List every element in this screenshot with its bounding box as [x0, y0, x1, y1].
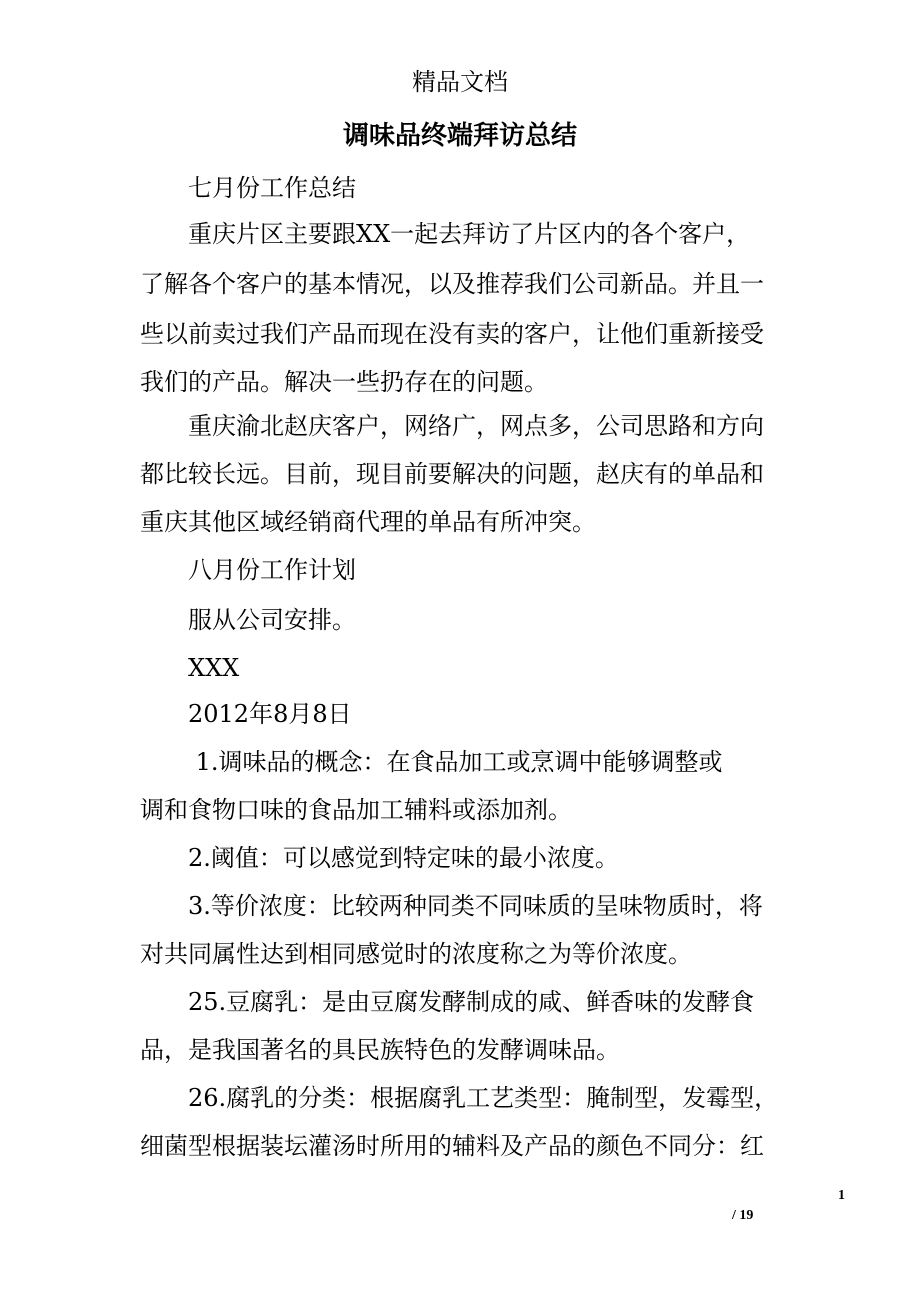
text-line: 七月份工作总结 [140, 174, 356, 202]
text-line: 八月份工作计划 [140, 556, 356, 584]
text-line: 3.等价浓度：比较两种同类不同味质的呈味物质时，将 [140, 892, 763, 920]
document-header-label: 精品文档 [412, 68, 508, 96]
text-line: 了解各个客户的基本情况，以及推荐我们公司新品。并且一 [140, 270, 764, 298]
text-line: 25.豆腐乳：是由豆腐发酵制成的咸、鲜香味的发酵食 [140, 988, 755, 1016]
text-line: 细菌型根据装坛灌汤时所用的辅料及产品的颜色不同分：红 [140, 1132, 764, 1160]
text-line: 1.调味品的概念：在食品加工或烹调中能够调整或 [140, 748, 723, 776]
text-line: 2012年8月8日 [140, 700, 352, 728]
text-line: 服从公司安排。 [140, 606, 356, 634]
text-line: 我们的产品。解决一些扔存在的问题。 [140, 368, 548, 396]
text-line: 重庆片区主要跟XX一起去拜访了片区内的各个客户， [140, 220, 751, 248]
page-total: / 19 [732, 1208, 754, 1223]
text-line: 对共同属性达到相同感觉时的浓度称之为等价浓度。 [140, 940, 692, 968]
text-line: 重庆其他区域经销商代理的单品有所冲突。 [140, 508, 596, 536]
text-line: 26.腐乳的分类：根据腐乳工艺类型：腌制型，发霉型， [140, 1084, 779, 1112]
text-line: 品，是我国著名的具民族特色的发酵调味品。 [140, 1036, 620, 1064]
text-line: 重庆渝北赵庆客户，网络广，网点多，公司思路和方向 [140, 412, 764, 440]
text-line: 调和食物口味的食品加工辅料或添加剂。 [140, 796, 572, 824]
text-line: 些以前卖过我们产品而现在没有卖的客户，让他们重新接受 [140, 320, 764, 348]
text-line: 都比较长远。目前，现目前要解决的问题，赵庆有的单品和 [140, 460, 764, 488]
page-number: 1 [838, 1188, 845, 1203]
text-line: XXX [140, 654, 240, 682]
document-title: 调味品终端拜访总结 [342, 121, 577, 151]
text-line: 2.阈值：可以感觉到特定味的最小浓度。 [140, 844, 619, 872]
